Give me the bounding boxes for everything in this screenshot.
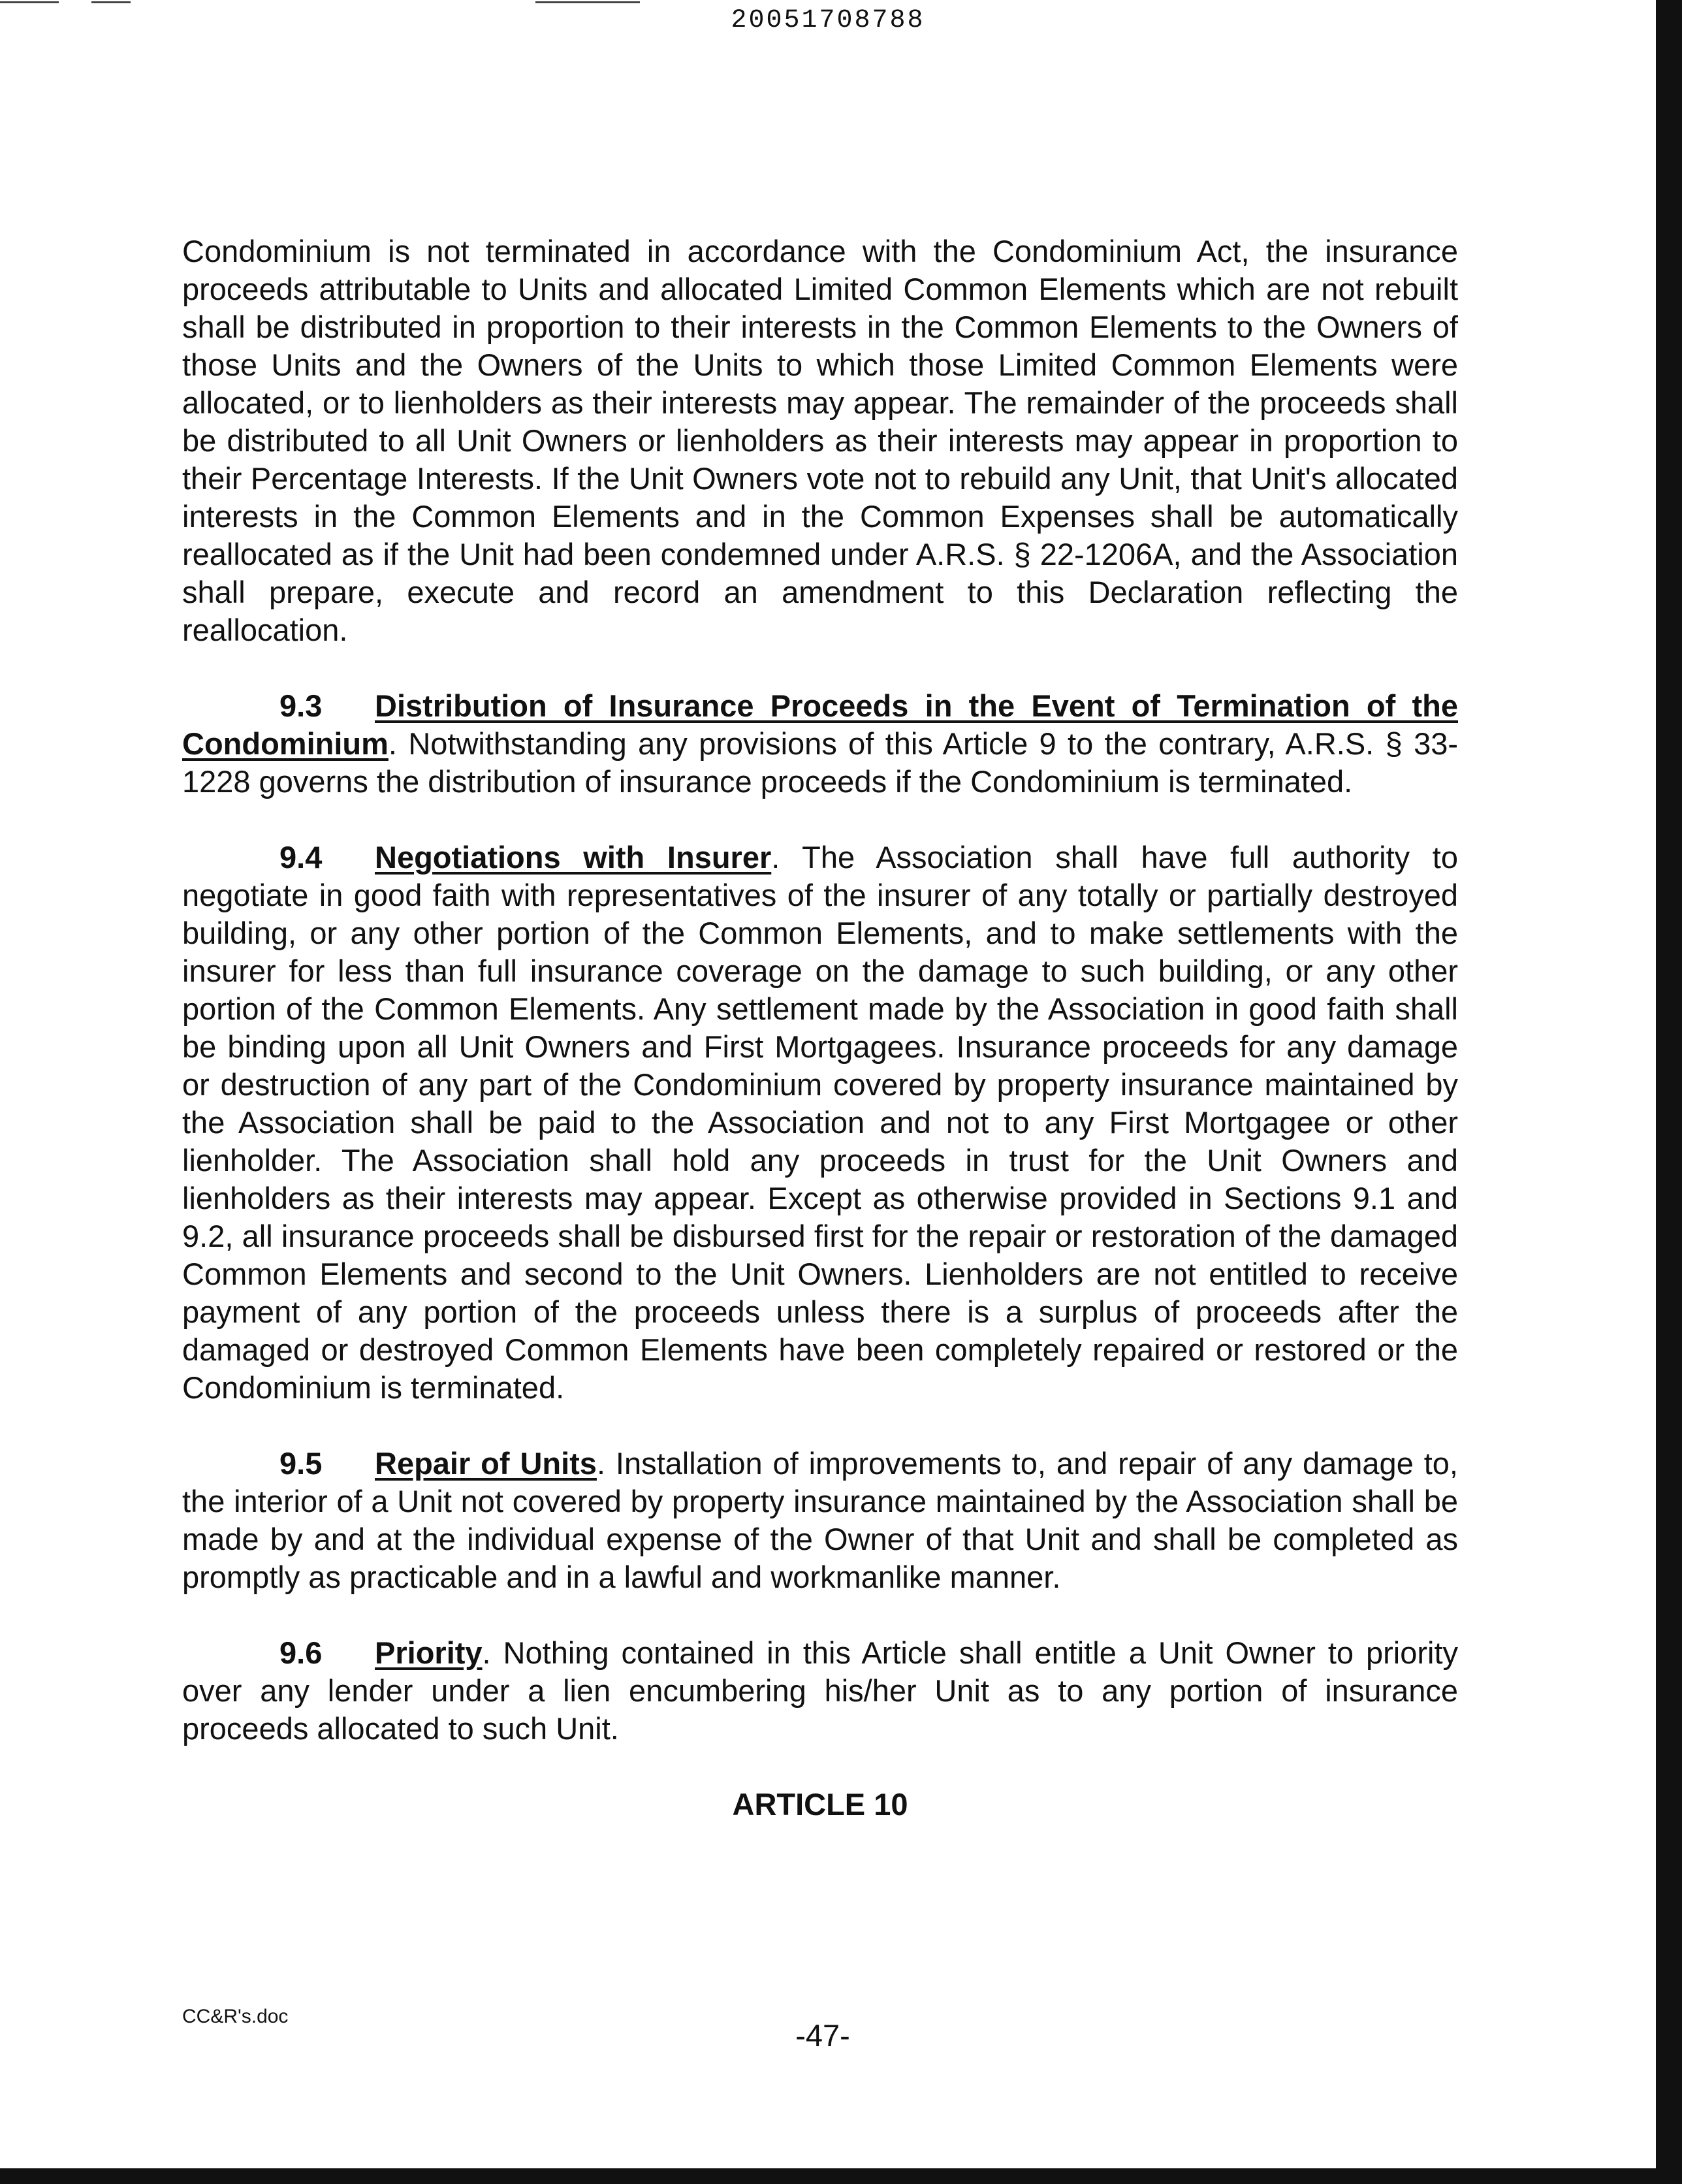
recording-number: 20051708788 <box>731 6 925 35</box>
scan-mark <box>535 1 640 3</box>
scan-border-bottom <box>0 2168 1682 2184</box>
document-body <box>182 233 1458 1823</box>
section-body: . The Association shall have full authority to negotiate in good faith with representatives of the insurer of any totally or partially destroyed building, or any other portion of the Common Elements, and to make settlements with the insurer for less than full insurance coverage on the damage to such building, or any other portion of the Common Elements. Any settlement made by the Association in good faith shall be binding upon all Unit Owners and First Mortgagees. Insurance proceeds for any damage or destruction of any part of the Condominium covered by property insurance maintained by the Association shall be paid to the Association and not to any First Mortgagee or other lienholder. The Association shall hold any proceeds in trust for the Unit Owners and lienholders as their interests may appear. Except as otherwise provided in Sections 9.1 and 9.2, all insurance proceeds shall be disbursed first for the repair or restoration of the damaged Common Elements and second to the Unit Owners. Lienholders are not entitled to receive payment of any portion of the proceeds unless there is a surplus of proceeds after the damaged or destroyed Common Elements have been completely repaired or restored or the Condominium is terminated. <box>182 840 1459 1405</box>
article-heading: ARTICLE 10 <box>732 1787 908 1822</box>
section-heading: Distribution of Insurance Proceeds in the Event of Termination of the Condominium <box>182 688 1458 761</box>
section-9-6 <box>182 1634 1458 1748</box>
section-number: 9.3 <box>279 688 323 723</box>
section-heading: Repair of Units <box>375 1446 597 1481</box>
section-heading: Priority <box>375 1635 483 1670</box>
continued-paragraph: Condominium is not terminated in accordance with the Condominium Act, the insurance proceeds attributable to Units and allocated Limited Common Elements which are not rebuilt shall be distributed in proportion to their interests in the Common Elements to the Owners of those Units and the Owners of the Units to which those Limited Common Elements were allocated, or to lienholders as their interests may appear. The remainder of the proceeds shall be distributed to all Unit Owners or lienholders as their interests may appear in proportion to their Percentage Interests. If the Unit Owners vote not to rebuild any Unit, that Unit's allocated interests in the Common Elements and in the Common Expenses shall be automatically reallocated as if the Unit had been condemned under A.R.S. § 22-1206A, and the Association shall prepare, execute and record an amendment to this Declaration reflecting the reallocation. <box>182 234 1458 647</box>
section-body: . Installation of improvements to, and repair of any damage to, the interior of a Unit not covered by property insurance maintained by the Association shall be made by and at the individual expense of the Owner of that Unit and shall be completed as promptly as practicable and in a lawful and workmanlike manner. <box>182 1446 1458 1594</box>
section-9-4 <box>182 839 1458 1407</box>
section-9-5 <box>182 1445 1458 1596</box>
section-number: 9.5 <box>279 1446 323 1481</box>
section-body: . Nothing contained in this Article shall entitle a Unit Owner to priority over any lender under a lien encumbering his/her Unit as to any portion of insurance proceeds allocated to such Unit. <box>182 1635 1458 1746</box>
scan-mark <box>91 1 131 3</box>
section-body: . Notwithstanding any provisions of this Article 9 to the contrary, A.R.S. § 33-1228 governs the distribution of insurance proceeds if the Condominium is terminated. <box>182 726 1458 799</box>
section-number: 9.4 <box>279 840 323 875</box>
scan-border-right <box>1656 0 1682 2184</box>
section-9-3 <box>182 687 1458 801</box>
section-heading: Negotiations with Insurer <box>375 840 772 875</box>
page-number: -47- <box>795 2018 850 2053</box>
section-number: 9.6 <box>279 1635 323 1670</box>
scan-mark <box>0 1 59 3</box>
footer-filename: CC&R's.doc <box>182 2006 289 2027</box>
